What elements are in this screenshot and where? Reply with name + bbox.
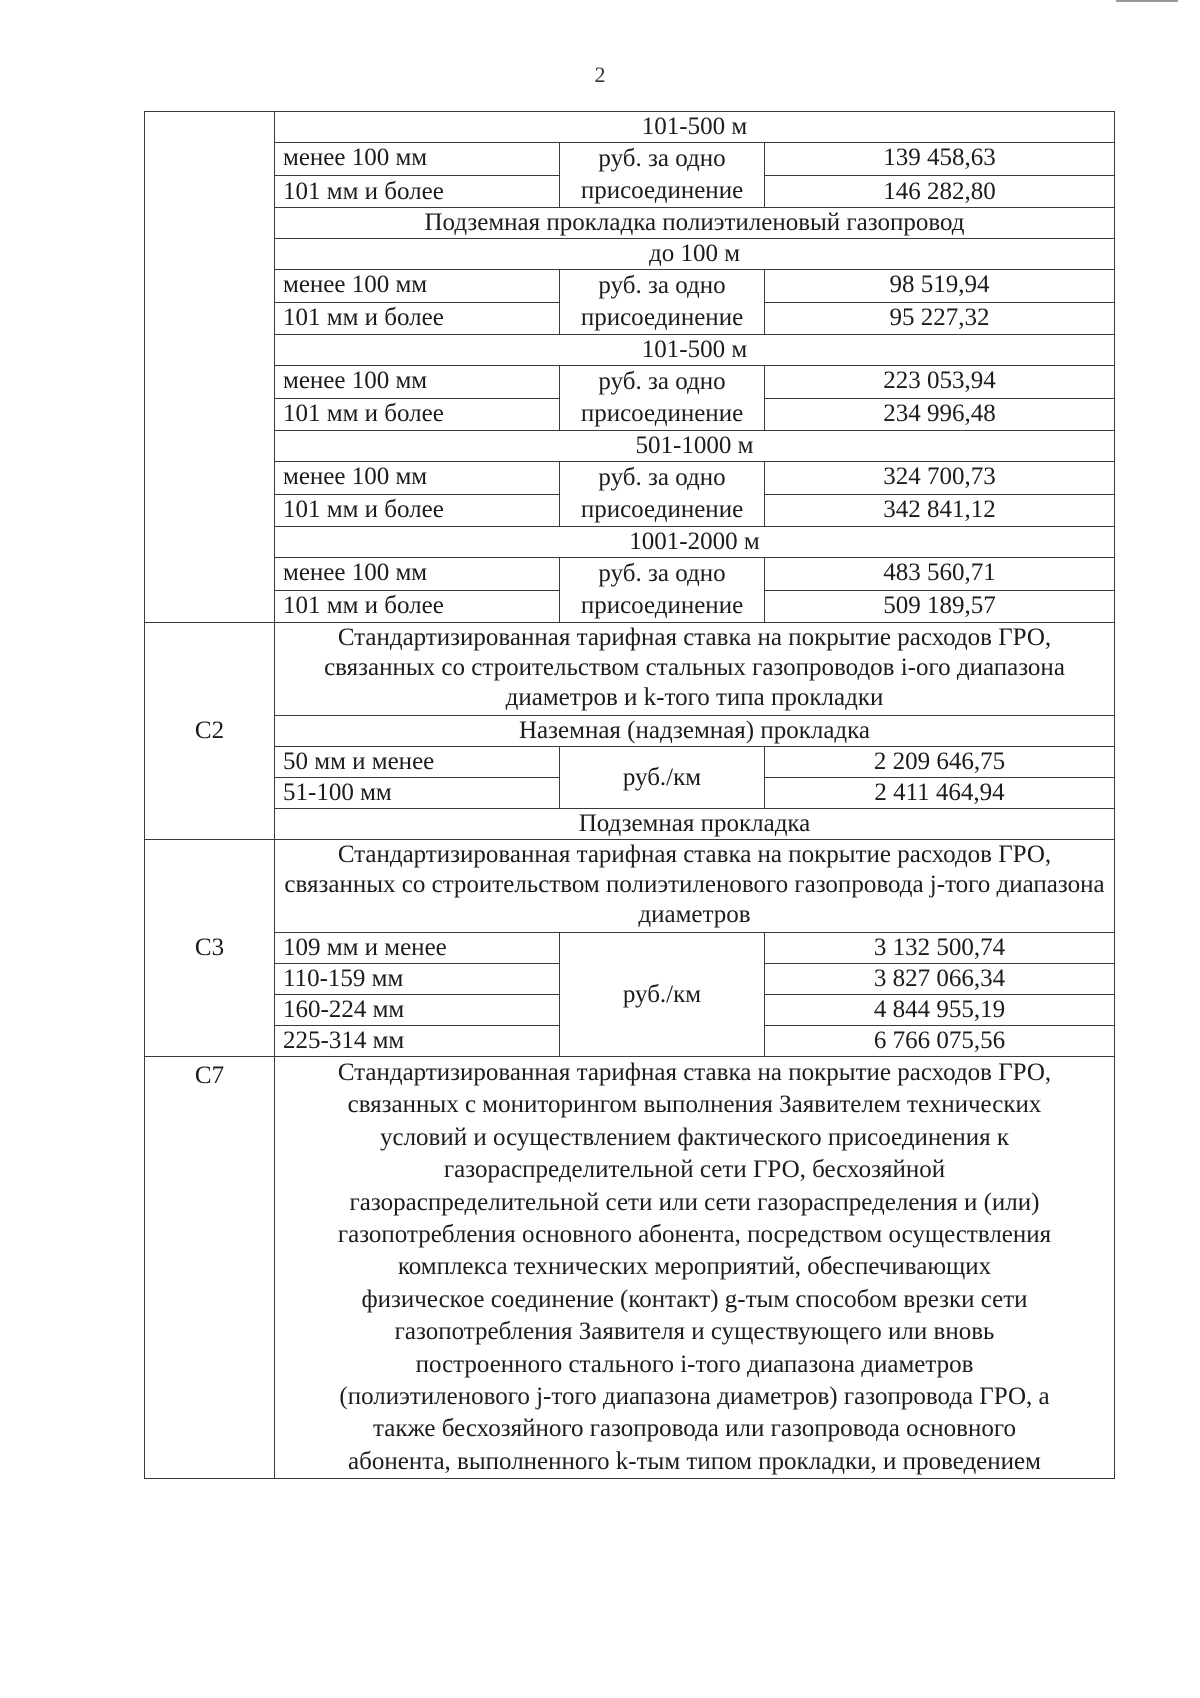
c7-description-line: физическое соединение (контакт) g-тым способом врезки сети: [361, 1285, 1028, 1313]
unit-cell: руб. за одно присоединение: [560, 558, 765, 623]
tariff-value: 324 700,73: [765, 462, 1115, 495]
diameter-range: менее 100 мм: [275, 143, 560, 176]
table-row: [145, 270, 1115, 303]
diameter-range: 225-314 мм: [275, 1026, 560, 1057]
diameter-range: 160-224 мм: [275, 995, 560, 1026]
diameter-range: 101 мм и более: [275, 398, 560, 431]
c7-description-line: Стандартизированная тарифная ставка на покрытие расходов ГРО,: [337, 1059, 1052, 1086]
tariff-value: 146 282,80: [765, 175, 1115, 208]
diameter-range: 101 мм и более: [275, 494, 560, 527]
tariff-value: 95 227,32: [765, 302, 1115, 335]
diameter-range: менее 100 мм: [275, 366, 560, 399]
table-row: [145, 239, 1115, 270]
table-row: [145, 840, 1115, 933]
diameter-range: менее 100 мм: [275, 558, 560, 591]
table-row: [145, 366, 1115, 399]
c3-description: Стандартизированная тарифная ставка на покрытие расходов ГРО, связанных со строительством полиэтиленового газопровода j-того диапазона диаметров: [275, 840, 1115, 933]
tariff-value: 4 844 955,19: [765, 995, 1115, 1026]
tariff-value: 509 189,57: [765, 590, 1115, 623]
section-heading: Наземная (надземная) прокладка: [275, 716, 1115, 747]
table-row: [145, 809, 1115, 840]
c7-description-line: комплекса технических мероприятий, обеспечивающих: [397, 1253, 992, 1281]
section-heading: 101-500 м: [275, 112, 1115, 143]
table-row: [145, 527, 1115, 558]
diameter-range: 101 мм и более: [275, 302, 560, 335]
section-heading: 501-1000 м: [275, 431, 1115, 462]
tariff-value: 342 841,12: [765, 494, 1115, 527]
c7-description-line: газораспределительной сети ГРО, бесхозяйной: [443, 1156, 946, 1184]
c3-code: С3: [145, 840, 275, 1057]
table-row: [145, 112, 1115, 143]
section-heading: 101-500 м: [275, 335, 1115, 366]
tariff-table: [144, 111, 1115, 1479]
section-heading: Подземная прокладка: [275, 809, 1115, 840]
c7-description-line: связанных с мониторингом выполнения Заявителем технических: [347, 1091, 1042, 1119]
diameter-range: 50 мм и менее: [275, 747, 560, 778]
c1-code-cell: [145, 112, 275, 623]
table-row: [145, 747, 1115, 778]
c7-description-line: построенного стального i-того диапазона диаметров: [415, 1350, 974, 1378]
table-row: [145, 462, 1115, 495]
unit-cell: руб./км: [560, 747, 765, 809]
section-heading: Подземная прокладка полиэтиленовый газопровод: [275, 208, 1115, 239]
tariff-value: 234 996,48: [765, 398, 1115, 431]
c2-description: Стандартизированная тарифная ставка на покрытие расходов ГРО, связанных со строительством стальных газопроводов i-ого диапазона диаметров и k-того типа прокладки: [275, 623, 1115, 716]
table-row: [145, 431, 1115, 462]
tariff-value: 6 766 075,56: [765, 1026, 1115, 1057]
tariff-value: 2 411 464,94: [765, 778, 1115, 809]
tariff-value: 223 053,94: [765, 366, 1115, 399]
diameter-range: 110-159 мм: [275, 964, 560, 995]
section-heading: до 100 м: [275, 239, 1115, 270]
tariff-value: 3 132 500,74: [765, 933, 1115, 964]
diameter-range: 101 мм и более: [275, 175, 560, 208]
tariff-value: 98 519,94: [765, 270, 1115, 303]
unit-cell: руб. за одно присоединение: [560, 143, 765, 208]
table-row: [145, 1057, 1115, 1479]
table-row: [145, 558, 1115, 591]
diameter-range: менее 100 мм: [275, 270, 560, 303]
c7-description-line: условий и осуществлением фактического присоединения к: [379, 1123, 1010, 1151]
c7-description-line: абонента, выполненного k-тым типом прокладки, и проведением: [348, 1447, 1041, 1475]
c7-description: [275, 1057, 1115, 1479]
diameter-range: 109 мм и менее: [275, 933, 560, 964]
table-row: [145, 623, 1115, 716]
tariff-value: 483 560,71: [765, 558, 1115, 591]
c2-code: С2: [145, 623, 275, 840]
tariff-value: 139 458,63: [765, 143, 1115, 176]
c7-description-line: газораспределительной сети или сети газораспределения и (или): [349, 1188, 1040, 1216]
c7-description-line: также бесхозяйного газопровода или газопровода основного: [373, 1415, 1016, 1443]
diameter-range: 101 мм и более: [275, 590, 560, 623]
tariff-value: 2 209 646,75: [765, 747, 1115, 778]
unit-cell: руб. за одно присоединение: [560, 366, 765, 431]
c7-description-line: газопотребления Заявителя и существующего или вновь: [394, 1318, 995, 1346]
scan-edge-mark: [1116, 0, 1178, 2]
unit-cell: руб./км: [560, 933, 765, 1057]
table-row: [145, 208, 1115, 239]
unit-cell: руб. за одно присоединение: [560, 462, 765, 527]
tariff-value: 3 827 066,34: [765, 964, 1115, 995]
c7-description-line: (полиэтиленового j-того диапазона диаметров) газопровода ГРО, а: [339, 1383, 1050, 1411]
table-row: [145, 933, 1115, 964]
table-row: [145, 143, 1115, 176]
page-number: 2: [594, 62, 606, 87]
table-row: [145, 716, 1115, 747]
c7-description-line: газопотребления основного абонента, посредством осуществления: [337, 1221, 1052, 1249]
diameter-range: 51-100 мм: [275, 778, 560, 809]
c7-code: С7: [145, 1057, 275, 1479]
table-row: [145, 335, 1115, 366]
unit-cell: руб. за одно присоединение: [560, 270, 765, 335]
diameter-range: менее 100 мм: [275, 462, 560, 495]
section-heading: 1001-2000 м: [275, 527, 1115, 558]
